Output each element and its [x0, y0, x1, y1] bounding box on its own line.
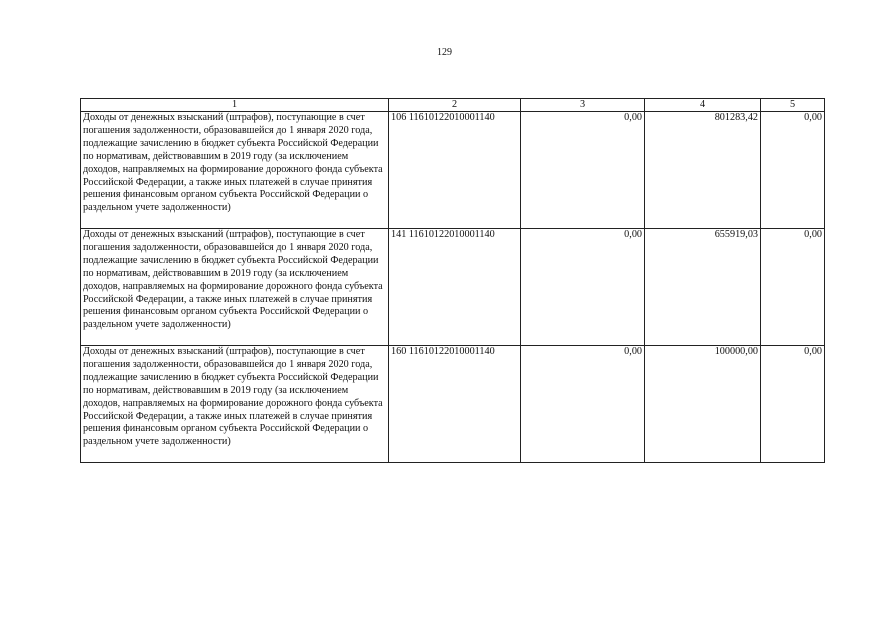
table-row: [81, 112, 825, 229]
row-code: 141 11610122010001140: [389, 229, 521, 346]
row-col5-value: 0,00: [761, 346, 825, 463]
column-header-4: 4: [645, 99, 761, 112]
row-description: Доходы от денежных взысканий (штрафов), поступающие в счет погашения задолженности, образовавшейся до 1 января 2020 года, подлежащие зачислению в бюджет субъекта Российской Федерации по нормативам, действовавшим в 2019 году (за исключением доходов, направляемых на формирование дорожного фонда субъекта Российской Федерации, а также иных платежей в случае принятия решения финансовым органом субъекта Российской Федерации о раздельном учете задолженности): [81, 229, 389, 346]
budget-revenue-table: [80, 98, 825, 463]
column-header-5: 5: [761, 99, 825, 112]
row-col4-value: 801283,42: [645, 112, 761, 229]
page-number: 129: [437, 47, 452, 58]
table-row: [81, 346, 825, 463]
row-col3-value: 0,00: [521, 229, 645, 346]
row-code: 160 11610122010001140: [389, 346, 521, 463]
column-header-2: 2: [389, 99, 521, 112]
row-col3-value: 0,00: [521, 346, 645, 463]
row-code: 106 11610122010001140: [389, 112, 521, 229]
table-row: [81, 229, 825, 346]
row-description: Доходы от денежных взысканий (штрафов), поступающие в счет погашения задолженности, образовавшейся до 1 января 2020 года, подлежащие зачислению в бюджет субъекта Российской Федерации по нормативам, действовавшим в 2019 году (за исключением доходов, направляемых на формирование дорожного фонда субъекта Российской Федерации, а также иных платежей в случае принятия решения финансовым органом субъекта Российской Федерации о раздельном учете задолженности): [81, 346, 389, 463]
row-col3-value: 0,00: [521, 112, 645, 229]
table-header-row: [81, 99, 825, 112]
row-col5-value: 0,00: [761, 112, 825, 229]
column-header-1: 1: [81, 99, 389, 112]
column-header-3: 3: [521, 99, 645, 112]
row-col4-value: 655919,03: [645, 229, 761, 346]
row-description: Доходы от денежных взысканий (штрафов), поступающие в счет погашения задолженности, образовавшейся до 1 января 2020 года, подлежащие зачислению в бюджет субъекта Российской Федерации по нормативам, действовавшим в 2019 году (за исключением доходов, направляемых на формирование дорожного фонда субъекта Российской Федерации, а также иных платежей в случае принятия решения финансовым органом субъекта Российской Федерации о раздельном учете задолженности): [81, 112, 389, 229]
row-col5-value: 0,00: [761, 229, 825, 346]
row-col4-value: 100000,00: [645, 346, 761, 463]
